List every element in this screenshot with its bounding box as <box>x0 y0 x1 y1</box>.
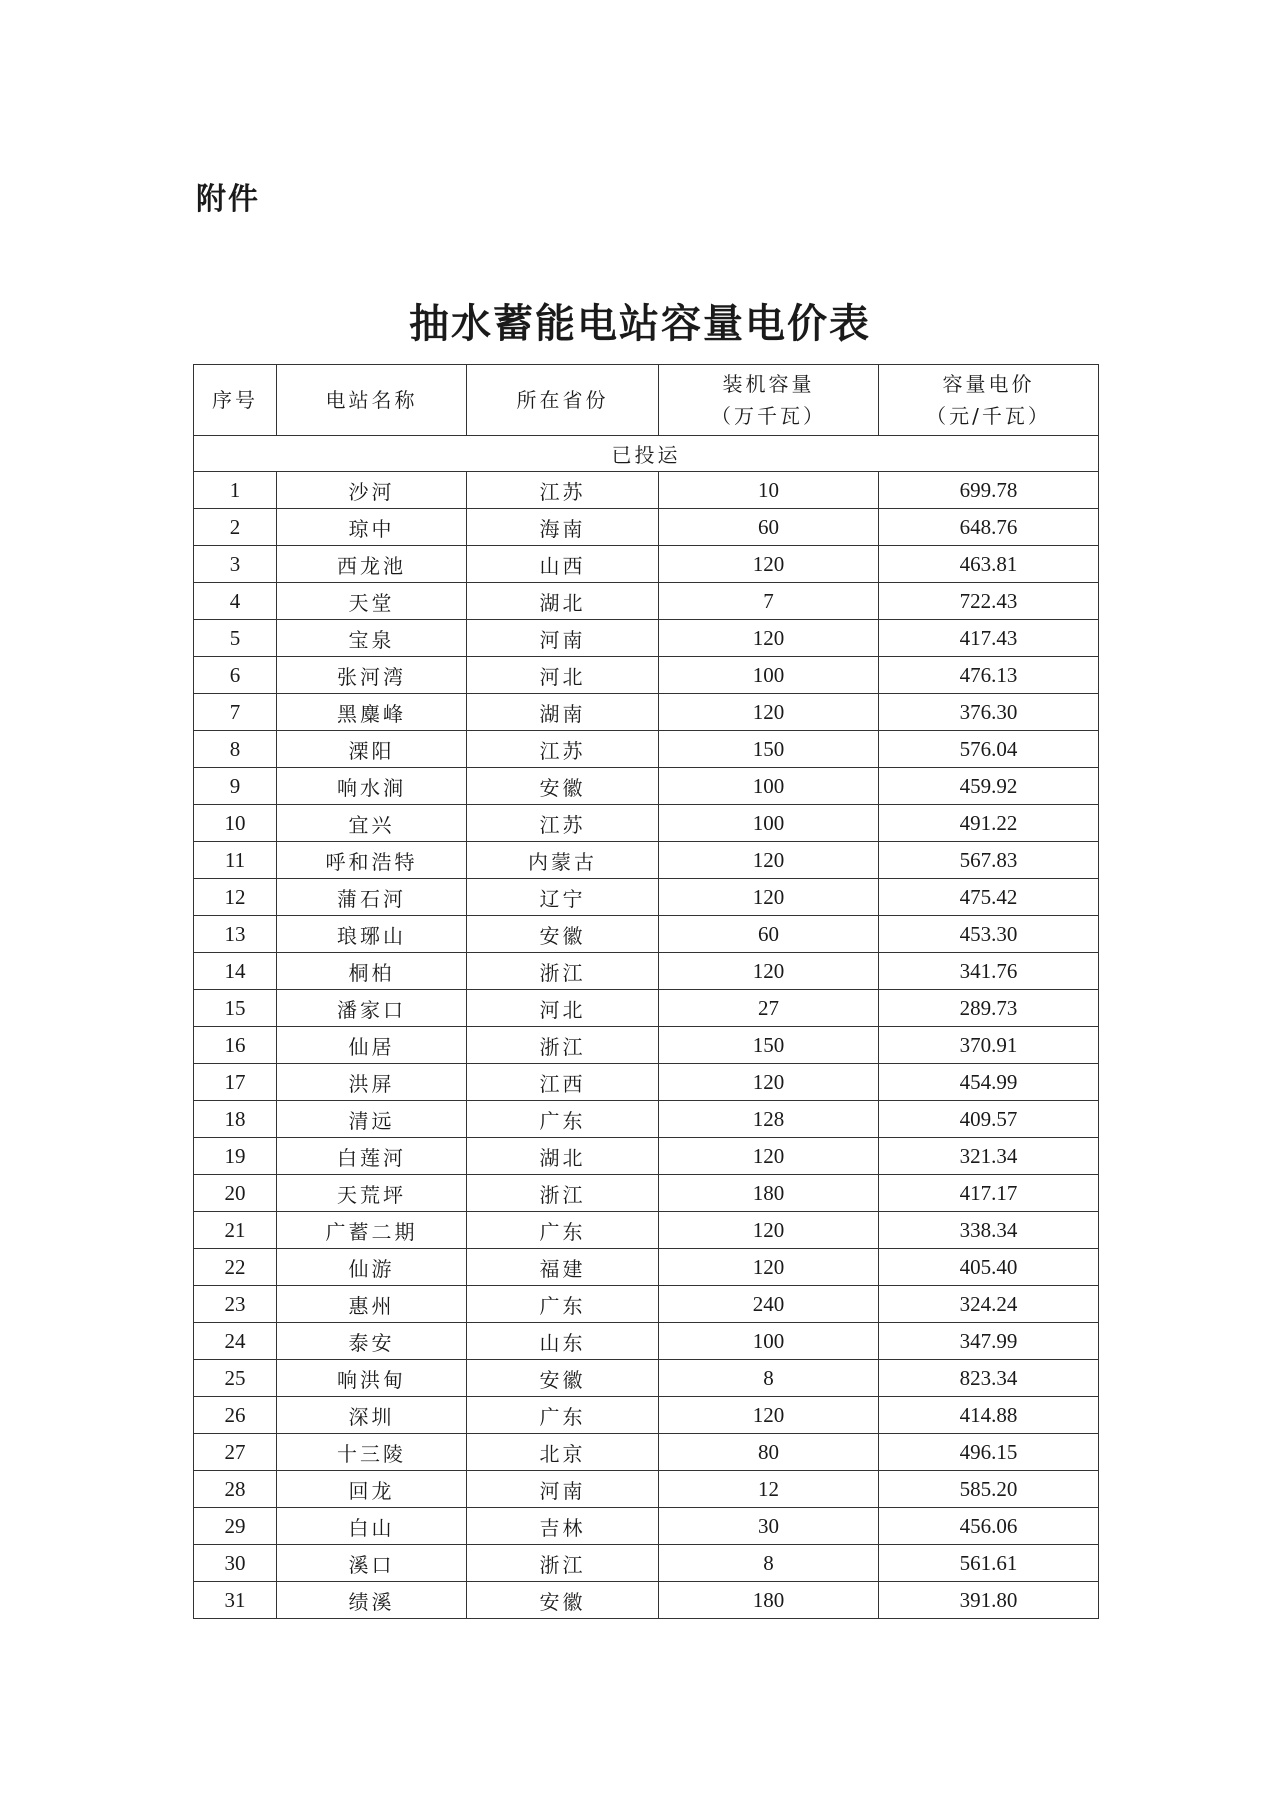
cell-index: 21 <box>194 1212 277 1249</box>
cell-price: 456.06 <box>879 1508 1099 1545</box>
cell-capacity: 128 <box>659 1101 879 1138</box>
cell-province: 安徽 <box>467 1582 659 1619</box>
cell-province: 湖南 <box>467 694 659 731</box>
cell-station-name: 溧阳 <box>277 731 467 768</box>
document-title: 抽水蓄能电站容量电价表 <box>409 300 871 347</box>
cell-price: 648.76 <box>879 509 1099 546</box>
cell-province: 广东 <box>467 1397 659 1434</box>
cell-capacity: 120 <box>659 1064 879 1101</box>
table-row <box>194 879 1099 916</box>
cell-price: 491.22 <box>879 805 1099 842</box>
cell-province: 广东 <box>467 1101 659 1138</box>
table-row <box>194 1027 1099 1064</box>
table-row <box>194 1582 1099 1619</box>
section-label: 已投运 <box>194 436 1099 472</box>
cell-capacity: 27 <box>659 990 879 1027</box>
cell-province: 浙江 <box>467 953 659 990</box>
table-row <box>194 472 1099 509</box>
cell-capacity: 240 <box>659 1286 879 1323</box>
cell-index: 16 <box>194 1027 277 1064</box>
cell-price: 347.99 <box>879 1323 1099 1360</box>
table-row <box>194 1286 1099 1323</box>
header-row <box>194 365 1099 436</box>
cell-province: 湖北 <box>467 583 659 620</box>
cell-province: 山东 <box>467 1323 659 1360</box>
cell-index: 24 <box>194 1323 277 1360</box>
cell-index: 27 <box>194 1434 277 1471</box>
cell-station-name: 天荒坪 <box>277 1175 467 1212</box>
cell-index: 14 <box>194 953 277 990</box>
cell-province: 福建 <box>467 1249 659 1286</box>
cell-station-name: 呼和浩特 <box>277 842 467 879</box>
cell-capacity: 8 <box>659 1545 879 1582</box>
cell-province: 吉林 <box>467 1508 659 1545</box>
cell-index: 26 <box>194 1397 277 1434</box>
cell-province: 浙江 <box>467 1027 659 1064</box>
cell-price: 405.40 <box>879 1249 1099 1286</box>
cell-station-name: 琅琊山 <box>277 916 467 953</box>
cell-index: 20 <box>194 1175 277 1212</box>
header-province: 所在省份 <box>467 365 659 436</box>
cell-province: 江西 <box>467 1064 659 1101</box>
table-row <box>194 805 1099 842</box>
cell-capacity: 10 <box>659 472 879 509</box>
cell-price: 338.34 <box>879 1212 1099 1249</box>
cell-price: 699.78 <box>879 472 1099 509</box>
cell-capacity: 120 <box>659 1138 879 1175</box>
cell-capacity: 100 <box>659 657 879 694</box>
cell-station-name: 白莲河 <box>277 1138 467 1175</box>
cell-capacity: 120 <box>659 842 879 879</box>
cell-capacity: 120 <box>659 620 879 657</box>
cell-index: 6 <box>194 657 277 694</box>
table-row <box>194 1434 1099 1471</box>
cell-station-name: 十三陵 <box>277 1434 467 1471</box>
cell-province: 河北 <box>467 657 659 694</box>
table-row <box>194 768 1099 805</box>
table-header <box>194 365 1099 436</box>
cell-station-name: 琼中 <box>277 509 467 546</box>
capacity-price-table <box>193 364 1099 1619</box>
table-row <box>194 546 1099 583</box>
cell-station-name: 惠州 <box>277 1286 467 1323</box>
table-row <box>194 731 1099 768</box>
cell-capacity: 7 <box>659 583 879 620</box>
cell-station-name: 洪屏 <box>277 1064 467 1101</box>
cell-index: 1 <box>194 472 277 509</box>
cell-province: 江苏 <box>467 472 659 509</box>
cell-province: 浙江 <box>467 1175 659 1212</box>
cell-capacity: 120 <box>659 546 879 583</box>
section-row-in-operation <box>194 436 1099 472</box>
table-row <box>194 1138 1099 1175</box>
cell-capacity: 120 <box>659 694 879 731</box>
cell-province: 辽宁 <box>467 879 659 916</box>
cell-index: 4 <box>194 583 277 620</box>
cell-province: 江苏 <box>467 805 659 842</box>
cell-capacity: 60 <box>659 916 879 953</box>
cell-index: 11 <box>194 842 277 879</box>
cell-capacity: 150 <box>659 731 879 768</box>
cell-province: 海南 <box>467 509 659 546</box>
cell-price: 722.43 <box>879 583 1099 620</box>
header-price-title: 容量电价 <box>942 372 1035 396</box>
cell-index: 12 <box>194 879 277 916</box>
header-capacity <box>659 365 879 436</box>
table-row <box>194 1545 1099 1582</box>
cell-capacity: 80 <box>659 1434 879 1471</box>
table-row <box>194 1397 1099 1434</box>
cell-price: 454.99 <box>879 1064 1099 1101</box>
cell-price: 324.24 <box>879 1286 1099 1323</box>
cell-index: 8 <box>194 731 277 768</box>
header-index: 序号 <box>194 365 277 436</box>
cell-province: 安徽 <box>467 768 659 805</box>
cell-price: 459.92 <box>879 768 1099 805</box>
table-row <box>194 1471 1099 1508</box>
cell-price: 414.88 <box>879 1397 1099 1434</box>
cell-station-name: 绩溪 <box>277 1582 467 1619</box>
cell-price: 496.15 <box>879 1434 1099 1471</box>
cell-index: 5 <box>194 620 277 657</box>
cell-price: 289.73 <box>879 990 1099 1027</box>
cell-station-name: 沙河 <box>277 472 467 509</box>
cell-price: 391.80 <box>879 1582 1099 1619</box>
cell-index: 25 <box>194 1360 277 1397</box>
cell-province: 安徽 <box>467 1360 659 1397</box>
cell-capacity: 120 <box>659 1212 879 1249</box>
cell-index: 3 <box>194 546 277 583</box>
cell-station-name: 宜兴 <box>277 805 467 842</box>
cell-capacity: 60 <box>659 509 879 546</box>
cell-province: 江苏 <box>467 731 659 768</box>
cell-province: 河北 <box>467 990 659 1027</box>
header-capacity-title: 装机容量 <box>722 372 815 396</box>
cell-index: 23 <box>194 1286 277 1323</box>
table-row <box>194 953 1099 990</box>
table-row <box>194 1101 1099 1138</box>
cell-station-name: 潘家口 <box>277 990 467 1027</box>
cell-price: 417.17 <box>879 1175 1099 1212</box>
cell-station-name: 深圳 <box>277 1397 467 1434</box>
cell-price: 341.76 <box>879 953 1099 990</box>
table-row <box>194 1508 1099 1545</box>
cell-station-name: 黑麋峰 <box>277 694 467 731</box>
cell-capacity: 100 <box>659 1323 879 1360</box>
cell-index: 15 <box>194 990 277 1027</box>
cell-price: 409.57 <box>879 1101 1099 1138</box>
attachment-label: 附件 <box>196 182 260 217</box>
table-row <box>194 916 1099 953</box>
cell-price: 376.30 <box>879 694 1099 731</box>
cell-price: 321.34 <box>879 1138 1099 1175</box>
cell-price: 561.61 <box>879 1545 1099 1582</box>
cell-station-name: 蒲石河 <box>277 879 467 916</box>
cell-province: 广东 <box>467 1212 659 1249</box>
table-row <box>194 657 1099 694</box>
cell-station-name: 张河湾 <box>277 657 467 694</box>
cell-station-name: 响水涧 <box>277 768 467 805</box>
cell-index: 31 <box>194 1582 277 1619</box>
table-row <box>194 694 1099 731</box>
cell-capacity: 180 <box>659 1175 879 1212</box>
cell-station-name: 白山 <box>277 1508 467 1545</box>
table-row <box>194 1360 1099 1397</box>
cell-index: 7 <box>194 694 277 731</box>
cell-province: 内蒙古 <box>467 842 659 879</box>
cell-capacity: 30 <box>659 1508 879 1545</box>
cell-station-name: 溪口 <box>277 1545 467 1582</box>
table-row <box>194 1212 1099 1249</box>
table-body <box>194 436 1099 1619</box>
cell-price: 475.42 <box>879 879 1099 916</box>
cell-station-name: 响洪甸 <box>277 1360 467 1397</box>
cell-price: 823.34 <box>879 1360 1099 1397</box>
cell-station-name: 天堂 <box>277 583 467 620</box>
cell-index: 10 <box>194 805 277 842</box>
cell-station-name: 仙游 <box>277 1249 467 1286</box>
cell-province: 浙江 <box>467 1545 659 1582</box>
cell-index: 28 <box>194 1471 277 1508</box>
table-row <box>194 509 1099 546</box>
cell-price: 585.20 <box>879 1471 1099 1508</box>
cell-capacity: 150 <box>659 1027 879 1064</box>
header-station-name: 电站名称 <box>277 365 467 436</box>
cell-capacity: 100 <box>659 805 879 842</box>
cell-index: 18 <box>194 1101 277 1138</box>
table-row <box>194 1175 1099 1212</box>
cell-price: 370.91 <box>879 1027 1099 1064</box>
cell-capacity: 100 <box>659 768 879 805</box>
cell-station-name: 西龙池 <box>277 546 467 583</box>
cell-price: 576.04 <box>879 731 1099 768</box>
table-row <box>194 1064 1099 1101</box>
header-capacity-unit: （万千瓦） <box>711 404 826 428</box>
cell-index: 29 <box>194 1508 277 1545</box>
cell-province: 河南 <box>467 620 659 657</box>
table-row <box>194 842 1099 879</box>
header-price-unit: （元/千瓦） <box>926 404 1051 428</box>
cell-price: 453.30 <box>879 916 1099 953</box>
table-row <box>194 990 1099 1027</box>
cell-province: 安徽 <box>467 916 659 953</box>
cell-province: 山西 <box>467 546 659 583</box>
cell-station-name: 宝泉 <box>277 620 467 657</box>
cell-station-name: 泰安 <box>277 1323 467 1360</box>
cell-price: 567.83 <box>879 842 1099 879</box>
cell-capacity: 120 <box>659 1249 879 1286</box>
table-row <box>194 1249 1099 1286</box>
cell-price: 476.13 <box>879 657 1099 694</box>
header-price <box>879 365 1099 436</box>
cell-capacity: 120 <box>659 1397 879 1434</box>
cell-station-name: 回龙 <box>277 1471 467 1508</box>
cell-capacity: 120 <box>659 953 879 990</box>
cell-index: 30 <box>194 1545 277 1582</box>
table-row <box>194 1323 1099 1360</box>
cell-index: 17 <box>194 1064 277 1101</box>
table-row <box>194 620 1099 657</box>
cell-index: 2 <box>194 509 277 546</box>
cell-index: 9 <box>194 768 277 805</box>
cell-station-name: 广蓄二期 <box>277 1212 467 1249</box>
cell-capacity: 12 <box>659 1471 879 1508</box>
cell-station-name: 清远 <box>277 1101 467 1138</box>
cell-capacity: 8 <box>659 1360 879 1397</box>
cell-province: 河南 <box>467 1471 659 1508</box>
cell-index: 22 <box>194 1249 277 1286</box>
cell-province: 广东 <box>467 1286 659 1323</box>
cell-province: 北京 <box>467 1434 659 1471</box>
cell-capacity: 180 <box>659 1582 879 1619</box>
cell-index: 13 <box>194 916 277 953</box>
cell-capacity: 120 <box>659 879 879 916</box>
cell-station-name: 仙居 <box>277 1027 467 1064</box>
cell-province: 湖北 <box>467 1138 659 1175</box>
table-row <box>194 583 1099 620</box>
cell-price: 417.43 <box>879 620 1099 657</box>
cell-index: 19 <box>194 1138 277 1175</box>
cell-station-name: 桐柏 <box>277 953 467 990</box>
cell-price: 463.81 <box>879 546 1099 583</box>
